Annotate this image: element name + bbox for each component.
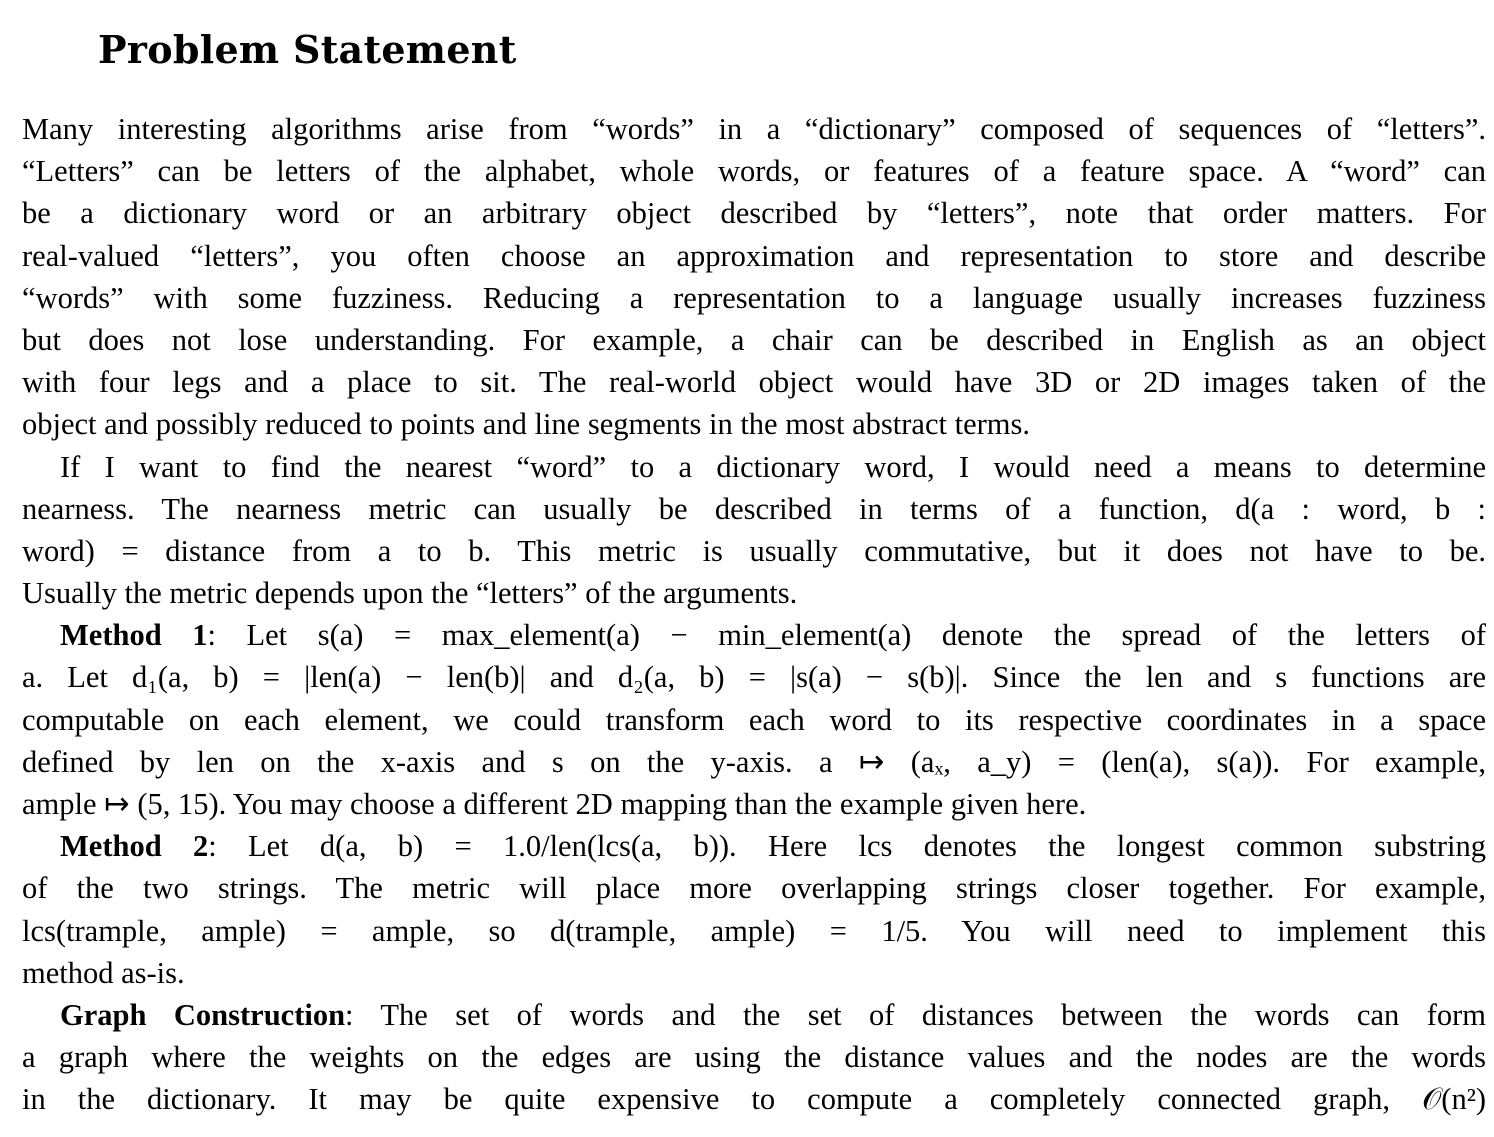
section-lead: Method 2 xyxy=(60,829,209,864)
text-line: “words” with some fuzziness. Reducing a representation to a language usually increases fuzziness xyxy=(22,280,1486,315)
text-line: a. Let d₁(a, b) = |len(a) − len(b)| and d₂(a, b) = |s(a) − s(b)|. Since the len and s functions are xyxy=(22,660,1486,695)
text-line: with four legs and a place to sit. The real-world object would have 3D or 2D images taken of the xyxy=(22,365,1486,400)
section-lead: Graph Construction xyxy=(60,997,346,1032)
text-line: of the two strings. The metric will place more overlapping strings closer together. For example, xyxy=(22,871,1486,906)
text-line: defined by len on the x-axis and s on the y-axis. a ↦ (aₓ, a_y) = (len(a), s(a)). For example, xyxy=(22,744,1486,779)
text-line: Many interesting algorithms arise from “words” in a “dictionary” composed of sequences of “letters”. xyxy=(22,112,1486,146)
text-line: word) = distance from a to b. This metric is usually commutative, but it does not have to be. xyxy=(22,533,1486,568)
text-line: computable on each element, we could transform each word to its respective coordinates in a space xyxy=(22,702,1486,737)
problem-body xyxy=(22,108,1486,1121)
graph-construction-line: Graph Construction: The set of words and the set of distances between the words can form xyxy=(60,997,1486,1032)
text-line: nearness. The nearness metric can usually be described in terms of a function, d(a : word, b : xyxy=(22,491,1486,526)
method-2-line: Method 2: Let d(a, b) = 1.0/len(lcs(a, b)). Here lcs denotes the longest common substring xyxy=(60,829,1486,864)
text-line: lcs(trample, ample) = ample, so d(trample, ample) = 1/5. You will need to implement this xyxy=(22,913,1486,948)
text-line: “Letters” can be letters of the alphabet, whole words, or features of a feature space. A “word” can xyxy=(22,154,1486,189)
text-line: in the dictionary. It may be quite expensive to compute a completely connected graph, 𝒪(n²) xyxy=(22,1082,1486,1117)
text-line: object and possibly reduced to points and line segments in the most abstract terms. xyxy=(22,407,1030,442)
text-line: method as-is. xyxy=(22,955,185,990)
text-line: a graph where the weights on the edges are using the distance values and the nodes are the words xyxy=(22,1040,1486,1075)
text-line: If I want to find the nearest “word” to a dictionary word, I would need a means to determine xyxy=(60,449,1486,484)
text-line: Usually the metric depends upon the “letters” of the arguments. xyxy=(22,576,798,611)
text-line: real-valued “letters”, you often choose an approximation and representation to store and describe xyxy=(22,238,1486,273)
text-line: be a dictionary word or an arbitrary object described by “letters”, note that order matters. For xyxy=(22,196,1486,231)
text-line: ample ↦ (5, 15). You may choose a different 2D mapping than the example given here. xyxy=(22,787,1087,821)
page-title: Problem Statement xyxy=(98,27,517,72)
section-lead: Method 1 xyxy=(60,618,208,653)
text-line: but does not lose understanding. For example, a chair can be described in English as an object xyxy=(22,322,1486,357)
method-1-line: Method 1: Let s(a) = max_element(a) − min_element(a) denote the spread of the letters of xyxy=(60,618,1486,653)
